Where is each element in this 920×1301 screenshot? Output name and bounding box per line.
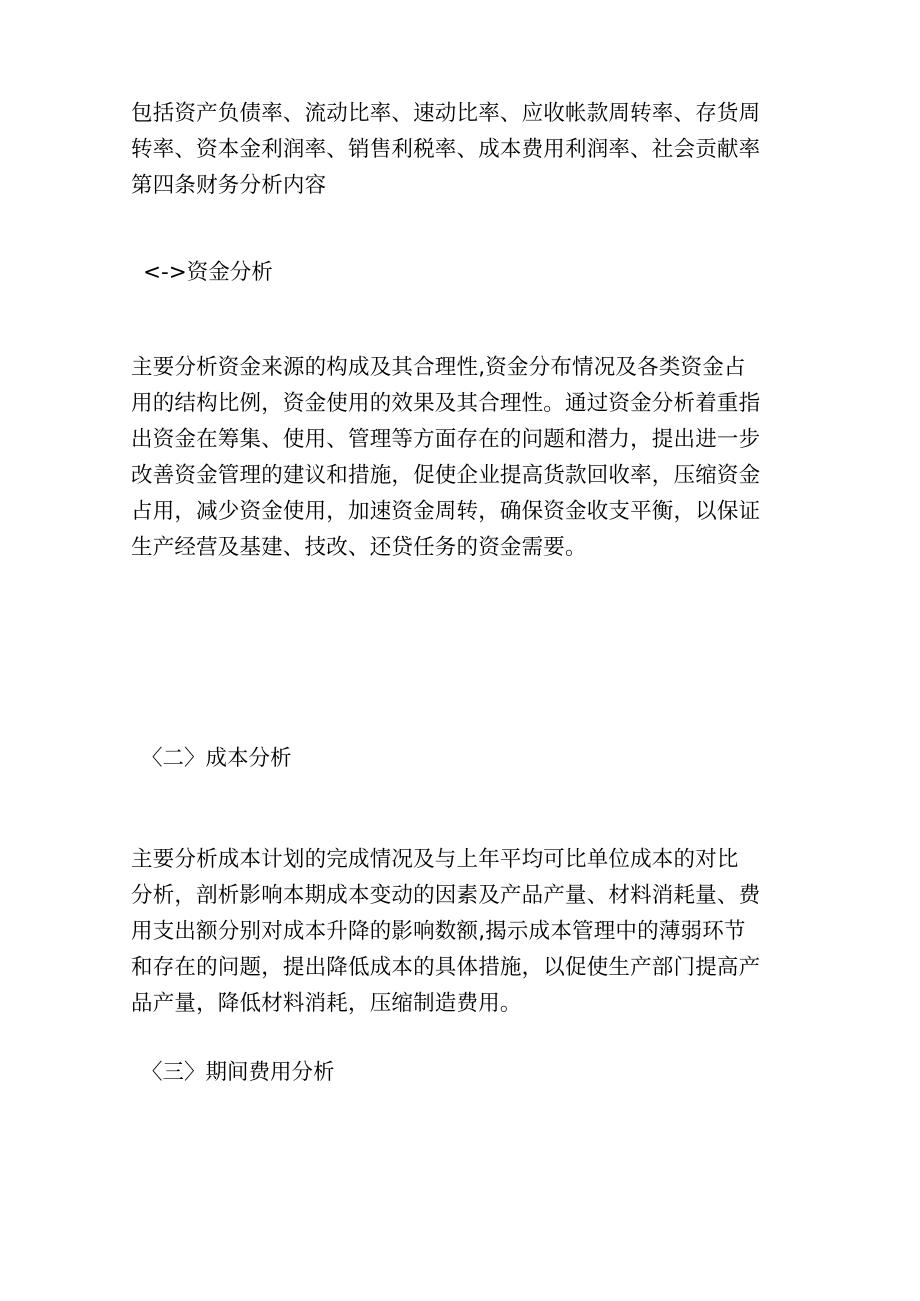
intro-line: 第四条财务分析内容 bbox=[131, 173, 327, 198]
funds-line: 占用，减少资金使用，加速资金周转，确保资金收支平衡，以保证 bbox=[131, 499, 761, 524]
intro-line: 转率、资本金利润率、销售利税率、成本费用利润率、社会贡献率 bbox=[131, 137, 761, 162]
funds-line: 生产经营及基建、技改、还贷任务的资金需要。 bbox=[131, 535, 587, 560]
section-heading-funds: <->资金分析 bbox=[143, 260, 273, 285]
cost-line: 品产量，降低材料消耗，压缩制造费用。 bbox=[131, 991, 522, 1016]
cost-line: 用支出额分别对成本升降的影响数额,揭示成本管理中的薄弱环节 bbox=[131, 919, 746, 944]
cost-line: 分析，剖析影响本期成本变动的因素及产品产量、材料消耗量、费 bbox=[131, 883, 761, 908]
section-heading-cost: 〈二〉成本分析 bbox=[141, 746, 292, 771]
cost-line: 主要分析成本计划的完成情况及与上年平均可比单位成本的对比 bbox=[131, 847, 739, 872]
funds-line: 改善资金管理的建议和措施，促使企业提高货款回收率，压缩资金 bbox=[131, 463, 761, 488]
intro-paragraph bbox=[131, 96, 796, 204]
cost-line: 和存在的问题，提出降低成本的具体措施，以促使生产部门提高产 bbox=[131, 955, 761, 980]
funds-paragraph bbox=[131, 350, 796, 566]
section-heading-period-expenses: 〈三〉期间费用分析 bbox=[141, 1060, 335, 1085]
funds-line: 用的结构比例，资金使用的效果及其合理性。通过资金分析着重指 bbox=[131, 391, 761, 416]
cost-paragraph bbox=[131, 842, 796, 1022]
intro-line: 包括资产负债率、流动比率、速动比率、应收帐款周转率、存货周 bbox=[131, 101, 761, 126]
funds-line: 出资金在筹集、使用、管理等方面存在的问题和潜力，提出进一步 bbox=[131, 427, 761, 452]
funds-line: 主要分析资金来源的构成及其合理性,资金分布情况及各类资金占 bbox=[131, 355, 746, 380]
